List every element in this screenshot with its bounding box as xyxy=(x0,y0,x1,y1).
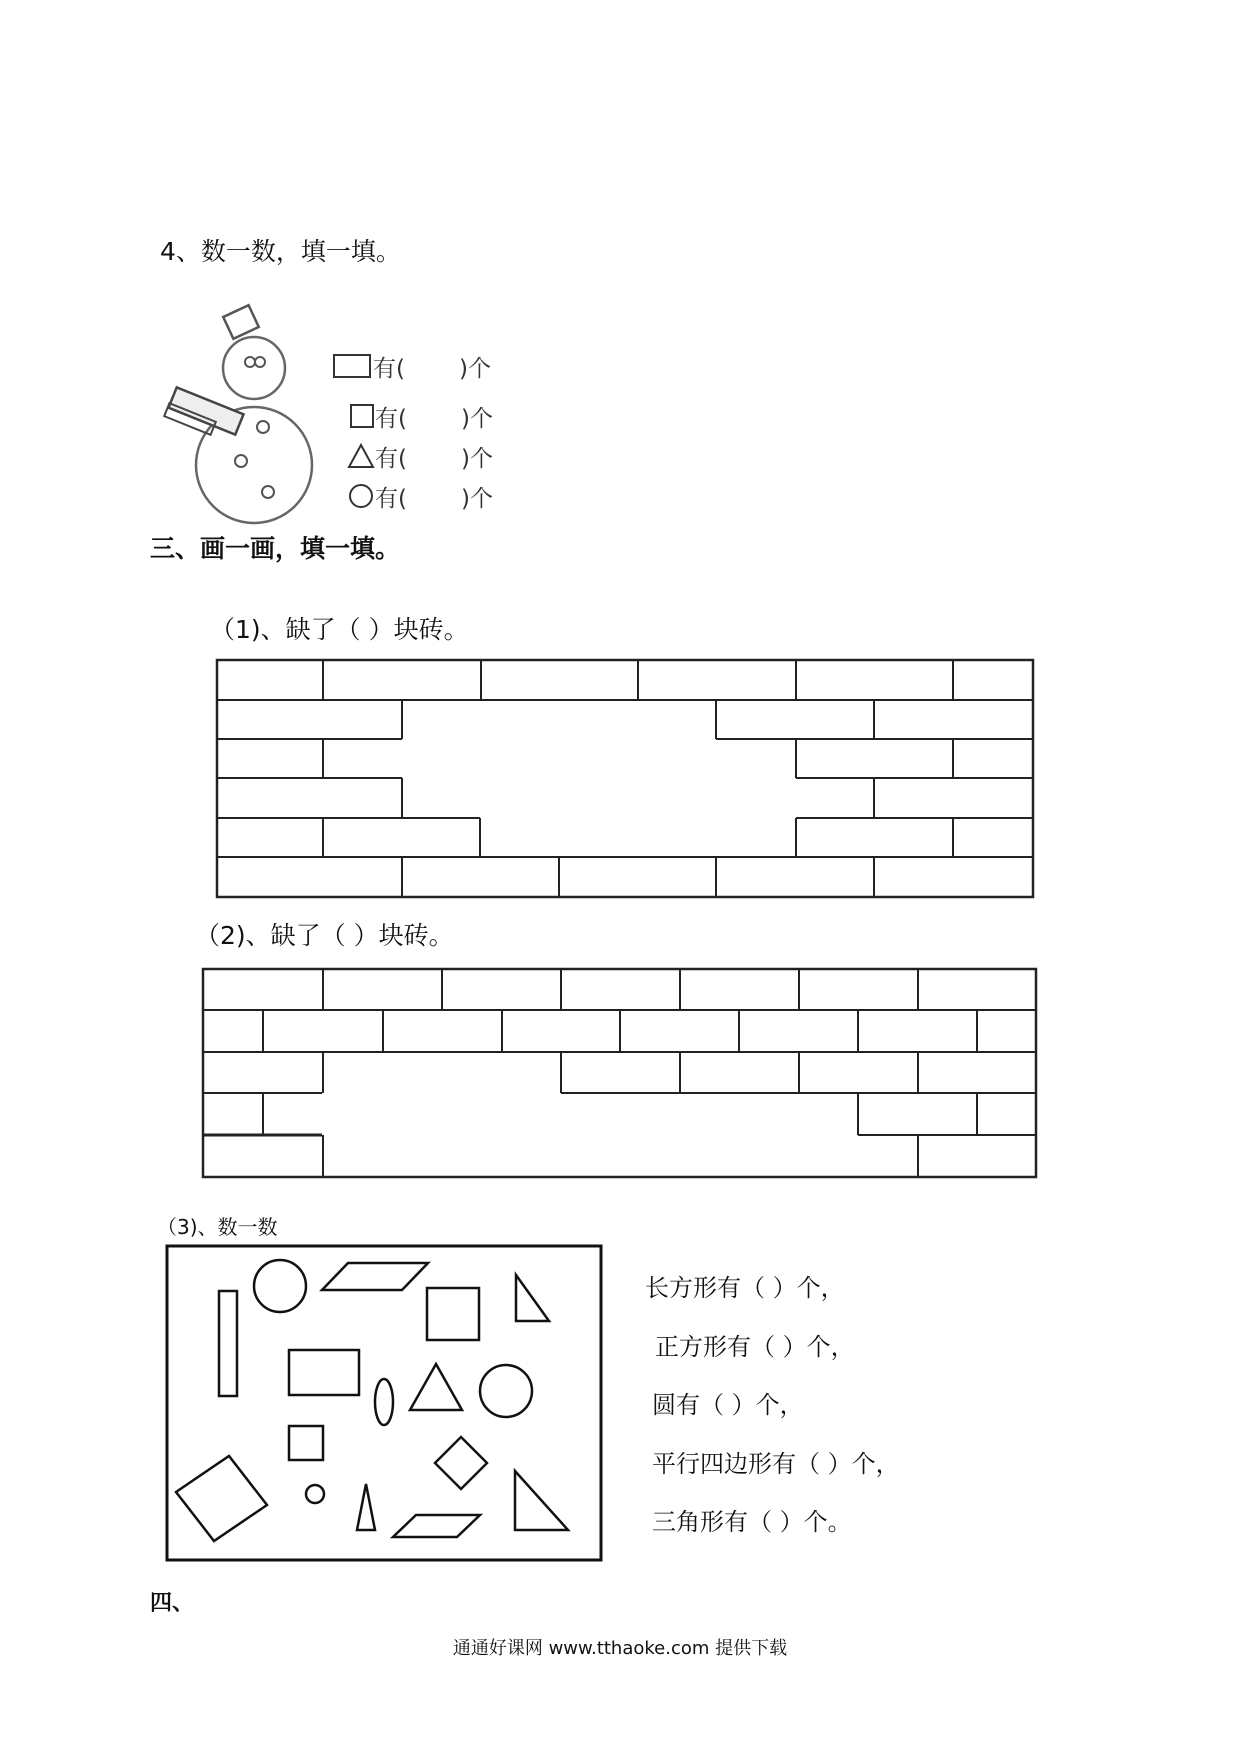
part-2-label: （2)、缺了（ ）块砖。 xyxy=(195,921,454,950)
count-label: 有( xyxy=(375,446,407,472)
count-label: 有( xyxy=(373,356,405,382)
section-4-title: 四、 xyxy=(150,1591,195,1616)
count-close: )个 xyxy=(460,486,493,512)
square-count-text: 正方形有（ ）个， xyxy=(655,1333,855,1361)
part-3-label: （3)、数一数 xyxy=(157,1215,278,1239)
count-label: 有( xyxy=(375,406,407,432)
part-1-label: （1)、缺了（ ）块砖。 xyxy=(210,615,469,644)
section-3-title: 三、画一画，填一填。 xyxy=(150,534,401,563)
triangle-count-text: 三角形有（ ）个。 xyxy=(652,1508,852,1536)
count-close: )个 xyxy=(458,356,491,382)
count-close: )个 xyxy=(460,406,493,432)
question-4-title: 4、数一数，填一填。 xyxy=(160,237,401,266)
circle-count-text: 圆有（ ）个， xyxy=(652,1391,804,1419)
footer-credit: 通通好课网 www.tthaoke.com 提供下载 xyxy=(452,1638,788,1659)
count-close: )个 xyxy=(460,446,493,472)
parallelogram-count-text: 平行四边形有（ ）个， xyxy=(652,1450,900,1478)
count-label: 有( xyxy=(375,486,407,512)
rectangle-count-text: 长方形有（ ）个， xyxy=(645,1274,845,1302)
